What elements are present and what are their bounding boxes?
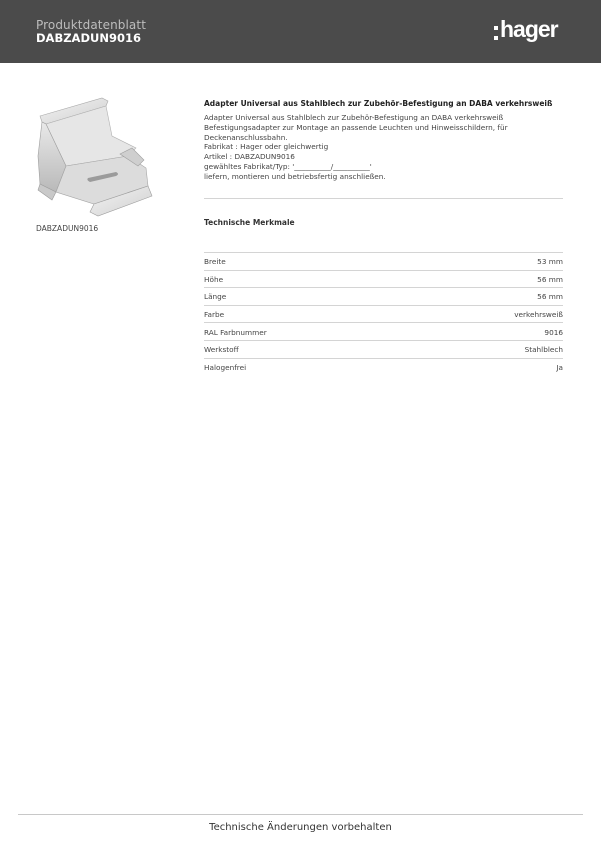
spec-row [204,270,563,288]
product-description-block [204,99,563,182]
spec-label: Halogenfrei [204,362,247,372]
spec-label: Werkstoff [204,345,239,355]
description-line: Artikel : DABZADUN9016 [204,152,295,162]
footer-note: Technische Änderungen vorbehalten [209,822,392,833]
spec-row [204,322,563,340]
logo-colon-icon [494,26,498,40]
spec-row [204,305,563,323]
spec-label: Höhe [204,274,224,284]
section-divider [204,198,563,199]
section-heading-specs: Technische Merkmale [204,218,295,227]
spec-label: Breite [204,257,226,267]
document-code: DABZADUN9016 [36,31,141,45]
spec-value: verkehrsweiß [514,310,563,320]
description-line: Fabrikat : Hager oder gleichwertig [204,142,329,152]
image-caption: DABZADUN9016 [36,224,99,233]
footer-divider [18,814,583,815]
spec-value: Stahlblech [524,345,563,355]
page-header [0,0,601,63]
spec-label: Farbe [204,310,225,320]
description-line: Befestigungsadapter zur Montage an passende Leuchten und Hinweisschildern, für [204,122,508,132]
spec-value: 56 mm [537,292,563,302]
spec-value: 9016 [544,327,563,337]
spec-value: 53 mm [537,257,563,267]
spec-value: 56 mm [537,274,563,284]
description-line: gewähltes Fabrikat/Typ: '__________/__________' [204,161,372,171]
spec-value: Ja [556,362,563,372]
description-line: Deckenanschlussbahn. [204,132,288,142]
spec-row [204,340,563,358]
logo-text: hager [500,16,558,42]
document-type: Produktdatenblatt [36,18,146,32]
product-description [204,113,563,182]
spec-label: RAL Farbnummer [204,327,267,337]
spec-table [204,252,563,375]
description-line: liefern, montieren und betriebsfertig anschließen. [204,171,386,181]
product-title: Adapter Universal aus Stahlblech zur Zubehör-Befestigung an DABA verkehrsweiß [204,99,553,108]
description-line: Adapter Universal aus Stahlblech zur Zubehör-Befestigung an DABA verkehrsweiß [204,113,504,122]
spec-row [204,358,563,376]
hager-logo [494,18,558,44]
spec-label: Länge [204,292,227,302]
spec-row [204,287,563,305]
spec-row [204,252,563,270]
product-image [36,96,156,218]
